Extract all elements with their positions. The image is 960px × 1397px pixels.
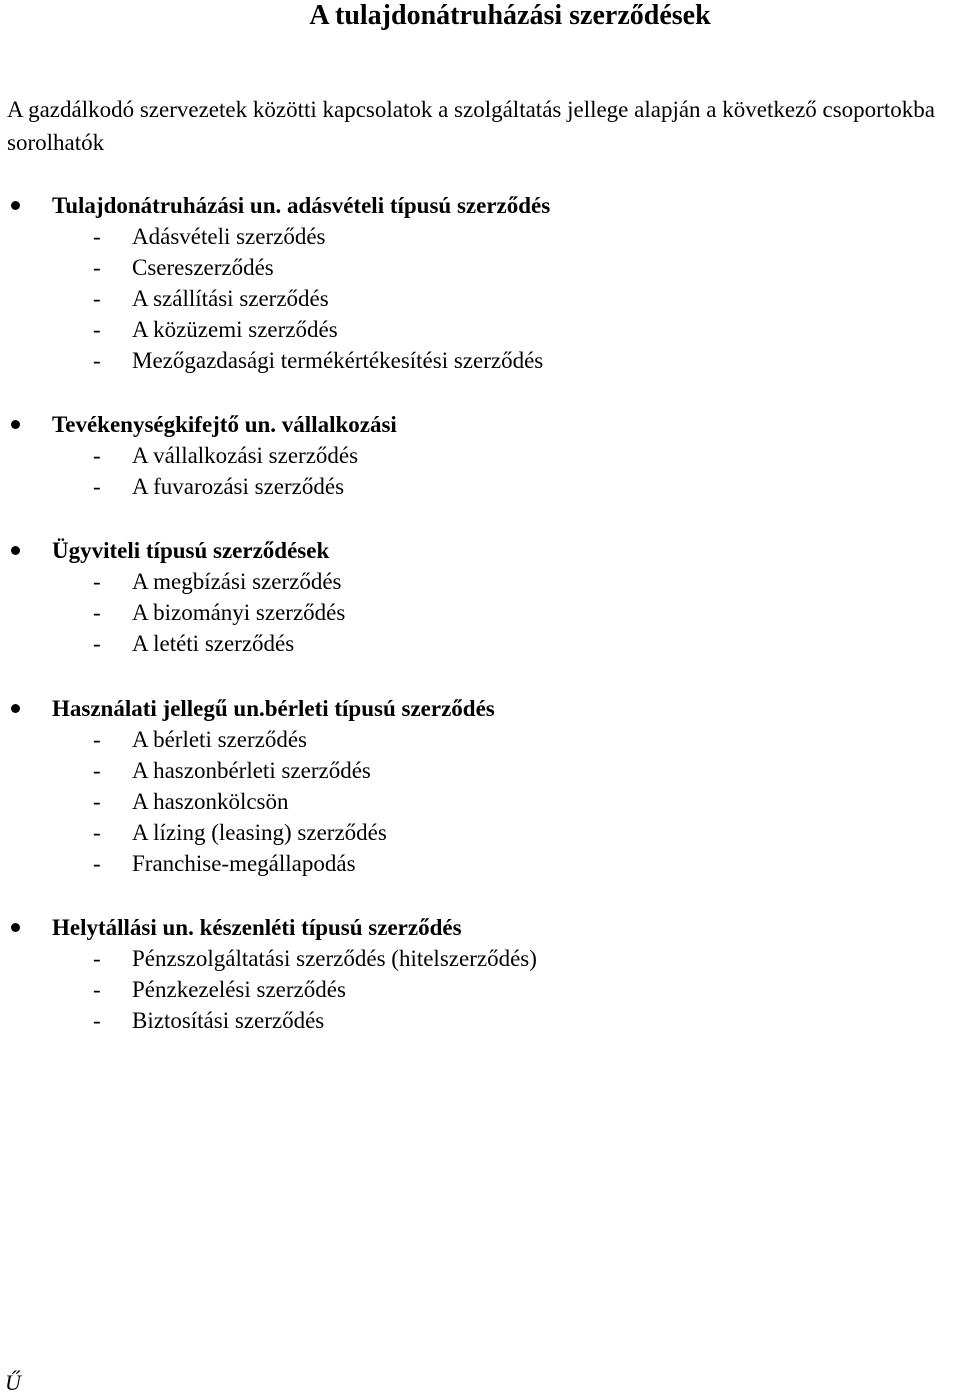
dash-marker: - (93, 474, 101, 499)
dash-marker: - (93, 1008, 101, 1033)
list-item (0, 345, 960, 376)
section-heading (0, 912, 960, 943)
list-item-text: A letéti szerződés (132, 631, 295, 656)
list-item (0, 943, 960, 974)
list-item (0, 471, 960, 502)
list-item-text: A bizományi szerződés (132, 600, 346, 625)
list-item-text: A szállítási szerződés (132, 286, 329, 311)
dash-marker: - (93, 443, 101, 468)
dash-marker: - (93, 727, 101, 752)
bullet-icon (11, 420, 20, 429)
list-item-text: Pénzszolgáltatási szerződés (hitelszerződés) (132, 946, 537, 971)
footer-mark: Ű (5, 1370, 21, 1395)
dash-marker: - (93, 789, 101, 814)
section-heading (0, 693, 960, 724)
intro-paragraph: A gazdálkodó szervezetek közötti kapcsolatok a szolgáltatás jellege alapján a következő csoportokba sorolhatók (7, 97, 935, 155)
list-item (0, 252, 960, 283)
section-heading (0, 190, 960, 221)
list-item-text: A haszonkölcsön (132, 789, 289, 814)
list-item (0, 755, 960, 786)
list-item-text: A haszonbérleti szerződés (132, 758, 371, 783)
list-item-text: Franchise-megállapodás (132, 851, 356, 876)
list-item (0, 566, 960, 597)
section-heading-text: Tulajdonátruházási un. adásvételi típusú szerződés (52, 193, 551, 218)
contract-section (0, 190, 960, 376)
dash-marker: - (93, 224, 101, 249)
list-item (0, 724, 960, 755)
section-heading-text: Helytállási un. készenléti típusú szerződés (52, 915, 462, 940)
section-heading-text: Használati jellegű un.bérleti típusú szerződés (52, 696, 495, 721)
list-item (0, 283, 960, 314)
list-item-text: Pénzkezelési szerződés (132, 977, 346, 1002)
list-item (0, 440, 960, 471)
list-item (0, 628, 960, 659)
list-item (0, 817, 960, 848)
list-item (0, 974, 960, 1005)
dash-marker: - (93, 631, 101, 656)
section-heading-text: Tevékenységkifejtő un. vállalkozási (52, 412, 397, 437)
bullet-icon (11, 546, 20, 555)
contract-section (0, 693, 960, 879)
list-item (0, 786, 960, 817)
bullet-icon (11, 923, 20, 932)
list-item-text: A megbízási szerződés (132, 569, 342, 594)
dash-marker: - (93, 600, 101, 625)
dash-marker: - (93, 569, 101, 594)
section-heading (0, 535, 960, 566)
dash-marker: - (93, 286, 101, 311)
list-item-text: A vállalkozási szerződés (132, 443, 359, 468)
list-item-text: Csereszerződés (132, 255, 274, 280)
list-item-text: A közüzemi szerződés (132, 317, 338, 342)
contract-section (0, 535, 960, 659)
list-item (0, 314, 960, 345)
list-item (0, 221, 960, 252)
dash-marker: - (93, 317, 101, 342)
list-item (0, 597, 960, 628)
section-heading-text: Ügyviteli típusú szerződések (52, 538, 330, 563)
list-item-text: Biztosítási szerződés (132, 1008, 325, 1033)
list-item-text: A lízing (leasing) szerződés (132, 820, 387, 845)
list-item-text: A bérleti szerződés (132, 727, 307, 752)
dash-marker: - (93, 758, 101, 783)
list-item-text: Mezőgazdasági termékértékesítési szerződés (132, 348, 544, 373)
list-item (0, 848, 960, 879)
page-title: A tulajdonátruházási szerződések (309, 0, 711, 31)
bullet-icon (11, 704, 20, 713)
dash-marker: - (93, 851, 101, 876)
dash-marker: - (93, 946, 101, 971)
bullet-icon (11, 201, 20, 210)
section-heading (0, 409, 960, 440)
dash-marker: - (93, 348, 101, 373)
list-item (0, 1005, 960, 1036)
contract-section (0, 912, 960, 1036)
list-item-text: A fuvarozási szerződés (132, 474, 345, 499)
contract-section (0, 409, 960, 502)
dash-marker: - (93, 255, 101, 280)
list-item-text: Adásvételi szerződés (132, 224, 326, 249)
dash-marker: - (93, 820, 101, 845)
dash-marker: - (93, 977, 101, 1002)
